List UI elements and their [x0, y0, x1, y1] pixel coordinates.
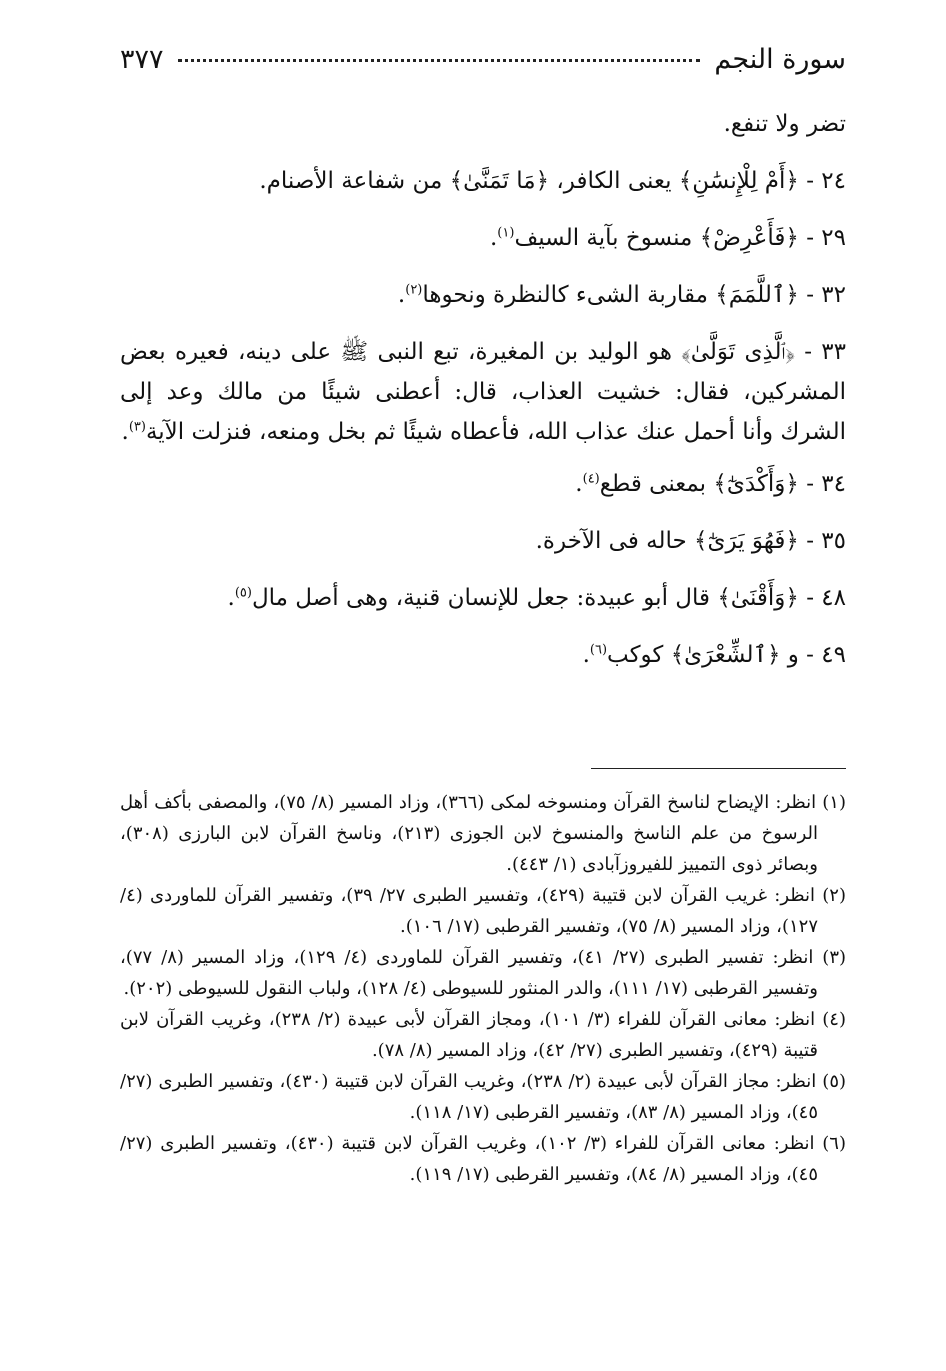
- quran-quote: ﴿وَأَقْنَىٰ﴾: [717, 585, 799, 611]
- quran-quote: ﴿ٱللَّمَمَ﴾: [715, 282, 799, 308]
- footnotes: [120, 787, 846, 1190]
- gloss: بمعنى قطع: [599, 471, 707, 497]
- footnote: (٣) انظر: تفسير الطبرى (٢٧/ ٤١)، وتفسير القرآن للماوردى (٤/ ١٢٩)، وزاد المسير (٨/ ٧٧)، وتفسير القرطبى (١٧/ ١١١)، والدر المنثور للسيوطى (٤/ ١٢٨)، ولباب النقول للسيوطى (٢٠٢).: [120, 947, 847, 999]
- verse-entry: [120, 155, 846, 208]
- verse-entry: [120, 515, 846, 568]
- gloss: مقاربة الشىء كالنظرة ونحوها: [422, 282, 708, 308]
- verse-entry: [120, 629, 846, 682]
- gloss: قال أبو عبيدة: جعل للإنسان قنية، وهى أصل مال: [251, 585, 710, 611]
- footnote-ref[interactable]: (٢): [405, 282, 423, 298]
- verse-entry: [120, 212, 846, 265]
- separator: -: [806, 225, 814, 251]
- quran-quote: ﴿فَأَعْرِضْ﴾: [699, 225, 799, 251]
- separator: -: [806, 282, 814, 308]
- book-page: [120, 44, 846, 1190]
- full-stop: .: [397, 282, 406, 308]
- verse-number: ٤٩: [821, 642, 846, 668]
- footnote: (٥) انظر: مجاز القرآن لأبى عبيدة (٢/ ٢٣٨)، وغريب القرآن لابن قتيبة (٤٣٠)، وتفسير الطبرى (٢٧/ ٤٥)، وزاد المسير (٨/ ٨٣)، وتفسير القرطبى (١٧/ ١١٨).: [120, 1071, 847, 1123]
- footnote-ref[interactable]: (١): [497, 225, 515, 241]
- verse-entry: [120, 269, 846, 322]
- footnote: (١) انظر: الإيضاح لناسخ القرآن ومنسوخه لمكى (٣٦٦)، وزاد المسير (٨/ ٧٥)، والمصفى بأكف أهل الرسوخ من علم الناسخ والمنسوخ لابن الجوزى (٢١٣)، وناسخ القرآن لابن البارزى (٣٠٨)، وبصائر ذوى التمييز للفيروزآبادى (١/ ٤٤٣).: [120, 792, 846, 875]
- page-number: ٣٧٧: [120, 44, 164, 75]
- quran-quote: ﴿ٱلَّذِى تَوَلَّىٰ﴾: [681, 339, 795, 365]
- footnote-ref[interactable]: (٥): [234, 585, 252, 601]
- quran-quote: ﴿ٱلشِّعْرَىٰ﴾: [670, 642, 781, 668]
- full-stop: .: [489, 225, 498, 251]
- footnote: (٤) انظر: معانى القرآن للفراء (٣/ ١٠١)، ومجاز القرآن لأبى عبيدة (٢/ ٢٣٨)، وغريب القرآن لابن قتيبة (٤٢٩)، وتفسير الطبرى (٢٧/ ٤٢)، وزاد المسير (٨/ ٧٨).: [120, 1009, 846, 1061]
- verse-number: ٣٣: [821, 339, 847, 365]
- verse-number: ٢٩: [821, 225, 846, 251]
- page-header: [120, 44, 846, 96]
- verse-number: ٣٥: [821, 528, 846, 554]
- full-stop: .: [227, 585, 235, 611]
- separator: -: [806, 168, 814, 194]
- footnote: (٢) انظر: غريب القرآن لابن قتيبة (٤٢٩)، وتفسير الطبرى ٢٧/ ٣٩)، وتفسير القرآن للماوردى (٤/ ١٢٧)، وزاد المسير (٨/ ٧٥)، وتفسير القرطبى (١٧/ ١٠٦).: [120, 885, 846, 937]
- footnote-ref[interactable]: (٤): [582, 471, 600, 487]
- separator: -: [806, 471, 814, 497]
- quran-quote: ﴿أَمْ لِلْإِنسَٰنِ﴾: [678, 168, 799, 194]
- separator: -: [804, 339, 813, 365]
- footnote-separator: [591, 768, 846, 769]
- header-dot-leader: [178, 59, 701, 62]
- separator: -: [806, 585, 814, 611]
- gloss: منسوخ بآية السيف: [514, 225, 693, 251]
- continued-line: تضر ولا تنفع.: [723, 111, 846, 137]
- quran-quote: ﴿وَأَكْدَىٰٓ﴾: [713, 471, 799, 497]
- gloss: حاله فى الآخرة.: [535, 528, 687, 554]
- verse-number: ٣٢: [821, 282, 846, 308]
- verse-number: ٣٤: [821, 471, 846, 497]
- verse-entry: [120, 572, 846, 625]
- verse-entry: [120, 458, 846, 511]
- verse-number: ٤٨: [821, 585, 846, 611]
- separator: - و: [787, 642, 814, 668]
- gloss: يعنى الكافر، ﴿مَا تَمَنَّىٰ﴾ من شفاعة الأصنام.: [259, 168, 672, 194]
- quran-quote: ﴿فَهُوَ يَرَىٰٓ﴾: [694, 528, 799, 554]
- full-stop: .: [121, 419, 129, 445]
- gloss: هو الوليد بن المغيرة، تبع النبى ﷺ على دينه، فعيره بعض المشركين، فقال: خشيت العذاب، قال: أعطنى شيئًا من مالك وعد إلى الشرك وأنا أحمل عنك عذاب الله، فأعطاه شيئًا ثم بخل ومنعه، فنزلت الآية: [120, 339, 846, 445]
- footnote-ref[interactable]: (٣): [128, 419, 146, 435]
- verse-number: ٢٤: [821, 168, 846, 194]
- verse-entry: [120, 332, 846, 452]
- footnote: (٦) انظر: معانى القرآن للفراء (٣/ ١٠٢)، وغريب القرآن لابن قتيبة (٤٣٠)، وتفسير الطبرى (٢٧/ ٤٥)، وزاد المسير (٨/ ٨٤)، وتفسير القرطبى (١٧/ ١١٩).: [120, 1133, 846, 1185]
- gloss: كوكب: [607, 642, 664, 668]
- main-text: [120, 98, 846, 682]
- surah-title: سورة النجم: [714, 44, 846, 75]
- full-stop: .: [575, 471, 583, 497]
- full-stop: .: [582, 642, 590, 668]
- separator: -: [806, 528, 814, 554]
- footnote-ref[interactable]: (٦): [589, 642, 608, 658]
